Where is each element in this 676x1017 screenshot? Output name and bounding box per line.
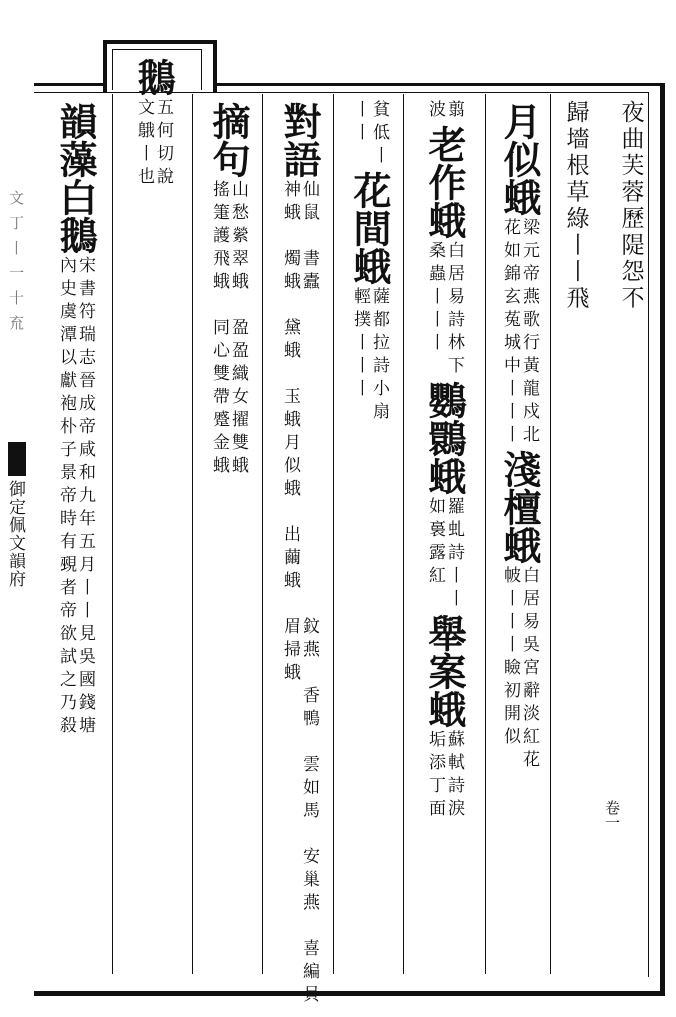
annotation-line-right: 白居易吳宮辭淡紅花: [519, 566, 539, 773]
text-column-8: [116, 56, 190, 190]
annotation-pair: [57, 256, 93, 739]
annotation-pair: [210, 180, 246, 479]
column-rule: [262, 94, 263, 974]
text-line: 夜曲芙蓉歷隄怨不: [617, 100, 644, 312]
annotation-line-left: 內史虞潭以獻袍朴子景帝時有覡者帝欲試之乃殺: [56, 256, 76, 739]
headword: 淺檀蛾: [497, 450, 542, 564]
annotation-pair: [135, 98, 171, 190]
headword: 花間蛾: [347, 171, 392, 285]
column-rule: [192, 94, 193, 974]
annotation-pair: [281, 180, 317, 433]
text-column-2: [557, 100, 593, 312]
annotation-pair: [501, 566, 537, 773]
column-rule: [485, 94, 486, 974]
text-column-5: [337, 100, 401, 425]
annotation-pair: [426, 497, 462, 612]
text-line: 歸墻根草綠丨丨飛: [562, 100, 589, 312]
annotation-pair: [351, 100, 387, 169]
annotation-pair: [501, 218, 537, 448]
headword: 對語: [277, 102, 322, 178]
annotation-line-left: 文䳘丨也: [134, 98, 154, 190]
text-column-4: [408, 100, 480, 822]
annotation-line-right: 梁元帝燕歌行黃龍戍北: [519, 218, 539, 448]
margin-black-marker: [8, 442, 26, 476]
annotation-line-left: 如裛露紅: [425, 497, 445, 589]
annotation-line-left: 花如錦玄菟城中丨丨丨: [500, 218, 520, 448]
annotation-line-right: 薩都拉詩小扇: [369, 287, 389, 425]
text-column-1: [612, 100, 648, 312]
column-rule: [403, 94, 404, 974]
annotation-line-right: 翦: [444, 100, 464, 123]
annotation-pair: [281, 433, 317, 1008]
annotation-line-left: 搖箑護飛蛾 同心雙帶蹙金蛾: [209, 180, 229, 479]
annotation-line-left: 桑蟲丨丨丨: [425, 241, 445, 356]
annotation-line-left: 丨丨: [350, 100, 370, 146]
annotation-line-right: 山愁縈翠蛾 盈盈織女擢雙蛾: [228, 180, 248, 479]
page-margin: [0, 90, 32, 650]
annotation-line-left: 帔丨丨丨瞼初開似: [500, 566, 520, 750]
annotation-line-right: 鈫燕 香鴨 雲如馬 安巢燕 喜編貝: [299, 433, 319, 1008]
folio-number: 卷一: [603, 800, 621, 830]
headword: 老作蛾: [422, 125, 467, 239]
annotation-pair: [426, 100, 462, 123]
annotation-pair: [426, 241, 462, 379]
annotation-line-left: 月似蛾 出繭蛾 眉掃蛾: [280, 433, 300, 686]
annotation-line-left: 神蛾 燭蛾 黛蛾 玉蛾: [280, 180, 300, 433]
annotation-line-right: 五何切說: [153, 98, 173, 190]
text-column-9: [40, 100, 110, 739]
annotation-line-right: 蘇軾詩淚: [444, 730, 464, 822]
text-column-7: [196, 100, 260, 479]
annotation-pair: [426, 730, 462, 822]
text-column-3: [489, 100, 549, 773]
annotation-line-left: 波: [425, 100, 445, 123]
annotation-pair: [351, 287, 387, 425]
headword: 韻藻白鵝: [53, 102, 98, 254]
annotation-line-right: 貧低丨: [369, 100, 389, 169]
annotation-line-left: 輕撲丨丨丨: [350, 287, 370, 402]
column-rule: [112, 94, 113, 974]
headword: 鵝: [131, 58, 176, 96]
headword: 摘句: [206, 102, 251, 178]
margin-faint-text: 文丁丨一十㐬: [7, 190, 25, 340]
annotation-line-right: 白居易詩林下: [444, 241, 464, 379]
column-rule: [333, 94, 334, 974]
annotation-line-right: 仙鼠 書蠹: [299, 180, 319, 410]
column-rule: [550, 94, 551, 974]
headword: 月似蛾: [497, 102, 542, 216]
annotation-line-right: 羅虬詩丨丨: [444, 497, 464, 612]
annotation-line-right: 宋書符瑞志晉成帝咸和九年五月丨丨見吳國錢塘: [75, 256, 95, 739]
headword: 鸚䴉蛾: [422, 381, 467, 495]
margin-book-title: 御定佩文韻府: [5, 480, 25, 588]
annotation-line-left: 垢添丁面: [425, 730, 445, 822]
text-column-6: [266, 100, 332, 1008]
headword: 舉案蛾: [422, 614, 467, 728]
